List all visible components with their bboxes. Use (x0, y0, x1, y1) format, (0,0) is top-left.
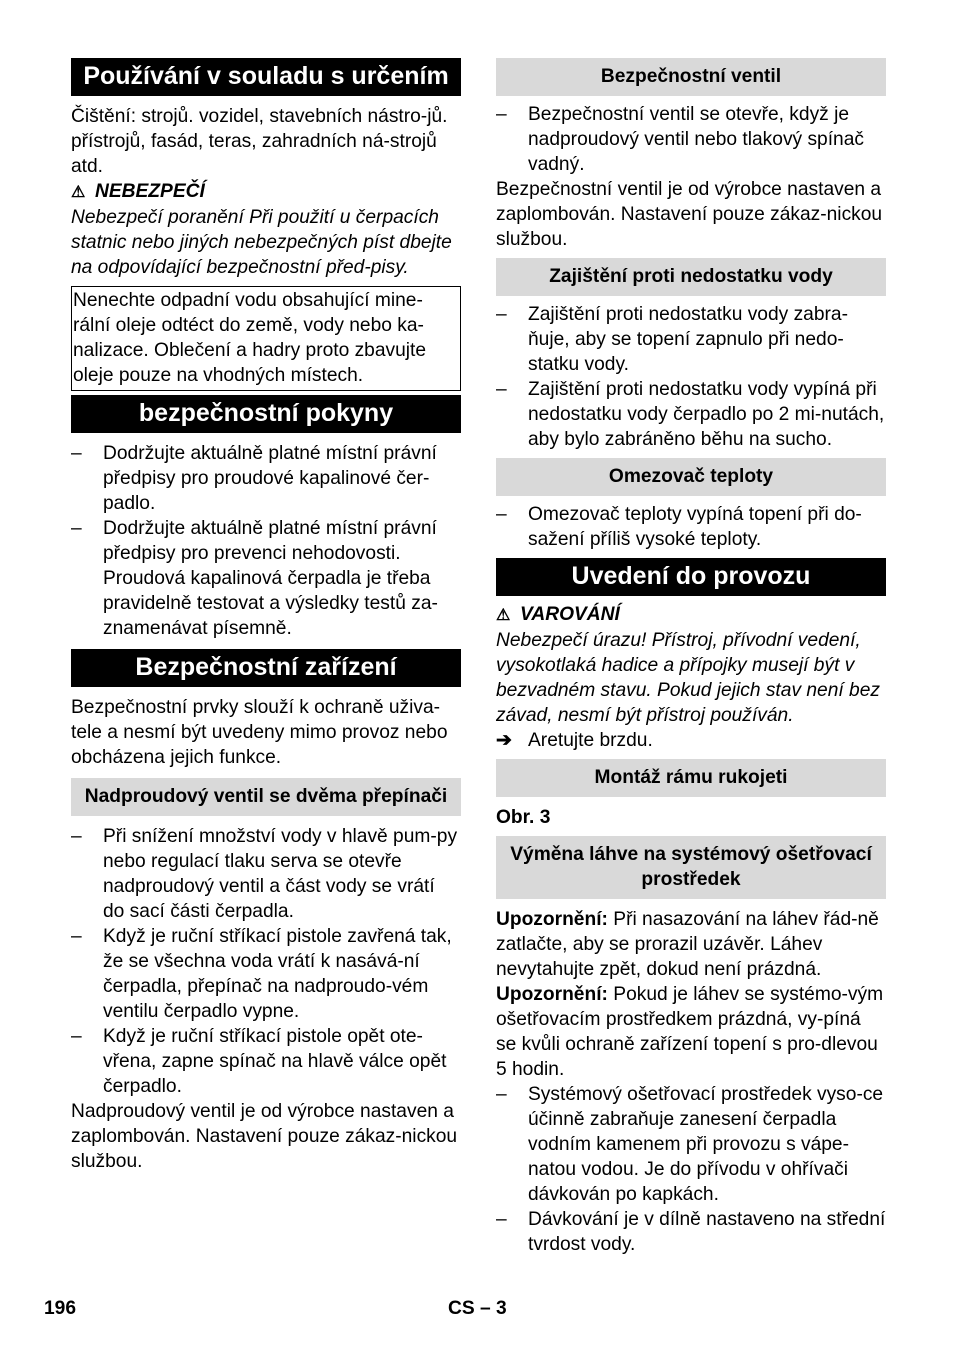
heading-temperature-limiter: Omezovač teploty (496, 458, 886, 496)
warning-title: ⚠ VAROVÁNÍ (496, 602, 886, 628)
heading-start-up: Uvedení do provozu (496, 558, 886, 596)
right-column (496, 58, 886, 1257)
overflow-valve-note: Nadproudový ventil je od výrobce nastaven a zaplombován. Nastavení pouze zákaz-nickou službou. (71, 1101, 458, 1172)
safety-valve-list (496, 102, 886, 177)
heading-safety-valve: Bezpečnostní ventil (496, 58, 886, 96)
list-item: – Když je ruční stříkací pistole zavřená tak, že se všechna voda vrátí k nasává-ní čerpadla, přepínač na nadproudo-vém ventilu čerpadlo vypne. (71, 926, 452, 1022)
page-number: 196 (44, 1298, 77, 1319)
list-item: – Při snížení množství vody v hlavě pum-py nebo regulací tlaku serva se otevře nadproudový ventil a část vody se vrátí do sací části čerpadla. (71, 826, 458, 922)
heading-intended-use: Používání v souladu s určením (71, 58, 461, 96)
heading-water-shortage: Zajištění proti nedostatku vody (496, 258, 886, 296)
warning-text: Nebezpečí úrazu! Přístroj, přívodní vedení, vysokotlaká hadice a přípojky musejí být v bezvadném stavu. Pokud jejich stav není bez závad, nesmí být přístroj používán. (496, 630, 880, 726)
safety-instructions-list (71, 441, 461, 641)
safety-devices-text: Bezpečnostní prvky slouží k ochraně uživa-tele a nesmí být uvedeny mimo provoz nebo obcházena jejich funkce. (71, 697, 448, 768)
warning-triangle-icon: ⚠ (71, 184, 86, 201)
temperature-limiter-list (496, 502, 886, 552)
note-1: Upozornění: Při nasazování na láhev řád-ně zatlačte, aby se prorazil uzávěr. Láhev nevytahujte zpět, dokud není prázdná. (496, 909, 879, 980)
overflow-valve-list (71, 824, 461, 1099)
water-shortage-list (496, 302, 886, 452)
list-item: – Zajištění proti nedostatku vody vypíná při nedostatku vody čerpadlo po 2 mi-nutách, aby bylo zabráněno běhu na sucho. (496, 379, 885, 450)
environment-notice-box: Nenechte odpadní vodu obsahující mine-rální oleje odtéct do země, vody nebo ka-nalizace. Oblečení a hadry proto zbavujte oleje pouze na vhodných místech. (71, 286, 461, 391)
heading-handle-frame: Montáž rámu rukojeti (496, 759, 886, 797)
danger-title: ⚠ NEBEZPEČÍ (71, 179, 461, 205)
danger-text: Nebezpečí poranění Při použití u čerpacích statnic nebo jiných nebezpečných píst dbejte na odpovídající bezpečnostní před-pisy. (71, 207, 452, 278)
instruction-step: ➔ Aretujte brzdu. (496, 730, 653, 751)
section-code: CS – 3 (448, 1298, 507, 1319)
list-item: – Dodržujte aktuálně platné místní právní předpisy pro prevenci nehodovosti. Proudová kapalinová čerpadla je třeba pravidelně testovat a výsledky testů za-znamenávat písemně. (71, 518, 438, 639)
list-item: – Když je ruční stříkací pistole opět ote-vřena, zapne spínač na hlavě válce opět čerpadlo. (71, 1026, 447, 1097)
heading-bottle-replacement: Výměna láhve na systémový ošetřovací prostředek (496, 836, 886, 899)
left-column (71, 58, 461, 1174)
arrow-right-icon: ➔ (496, 730, 513, 751)
heading-overflow-valve: Nadproudový ventil se dvěma přepínači (71, 778, 461, 816)
list-item: – Bezpečnostní ventil se otevře, když je nadproudový ventil nebo tlakový spínač vadný. (496, 104, 864, 175)
figure-reference: Obr. 3 (496, 807, 551, 828)
intended-use-text: Čištění: strojů. vozidel, stavebních nástro-jů. přístrojů, fasád, teras, zahradních ná-strojů atd. (71, 106, 448, 177)
warning-triangle-icon: ⚠ (496, 607, 511, 624)
care-agent-list (496, 1082, 886, 1257)
list-item: – Dávkování je v dílně nastaveno na střední tvrdost vody. (496, 1209, 886, 1255)
list-item: – Omezovač teploty vypíná topení při do-sažení příliš vysoké teploty. (496, 504, 862, 550)
list-item: – Zajištění proti nedostatku vody zabra-ňuje, aby se topení zapnulo při nedo-statku vody. (496, 304, 848, 375)
heading-safety-devices: Bezpečnostní zařízení (71, 649, 461, 687)
list-item: – Systémový ošetřovací prostředek vyso-ce účinně zabraňuje zanesení čerpadla vodním kamenem při provozu s vápe-natou vodou. Je do přívodu v ohřívači dávkován po kapkách. (496, 1084, 884, 1205)
list-item: – Dodržujte aktuálně platné místní právní předpisy pro proudové kapalinové čer-padlo. (71, 443, 437, 514)
heading-safety-instructions: bezpečnostní pokyny (71, 395, 461, 433)
safety-valve-note: Bezpečnostní ventil je od výrobce nastaven a zaplombován. Nastavení pouze zákaz-nickou službou. (496, 179, 883, 250)
note-2: Upozornění: Pokud je láhev se systémo-vým ošetřovacím prostředkem prázdná, vy-píná se kvůli ochraně zařízení topení s pro-dlevou 5 hodin. (496, 984, 884, 1080)
